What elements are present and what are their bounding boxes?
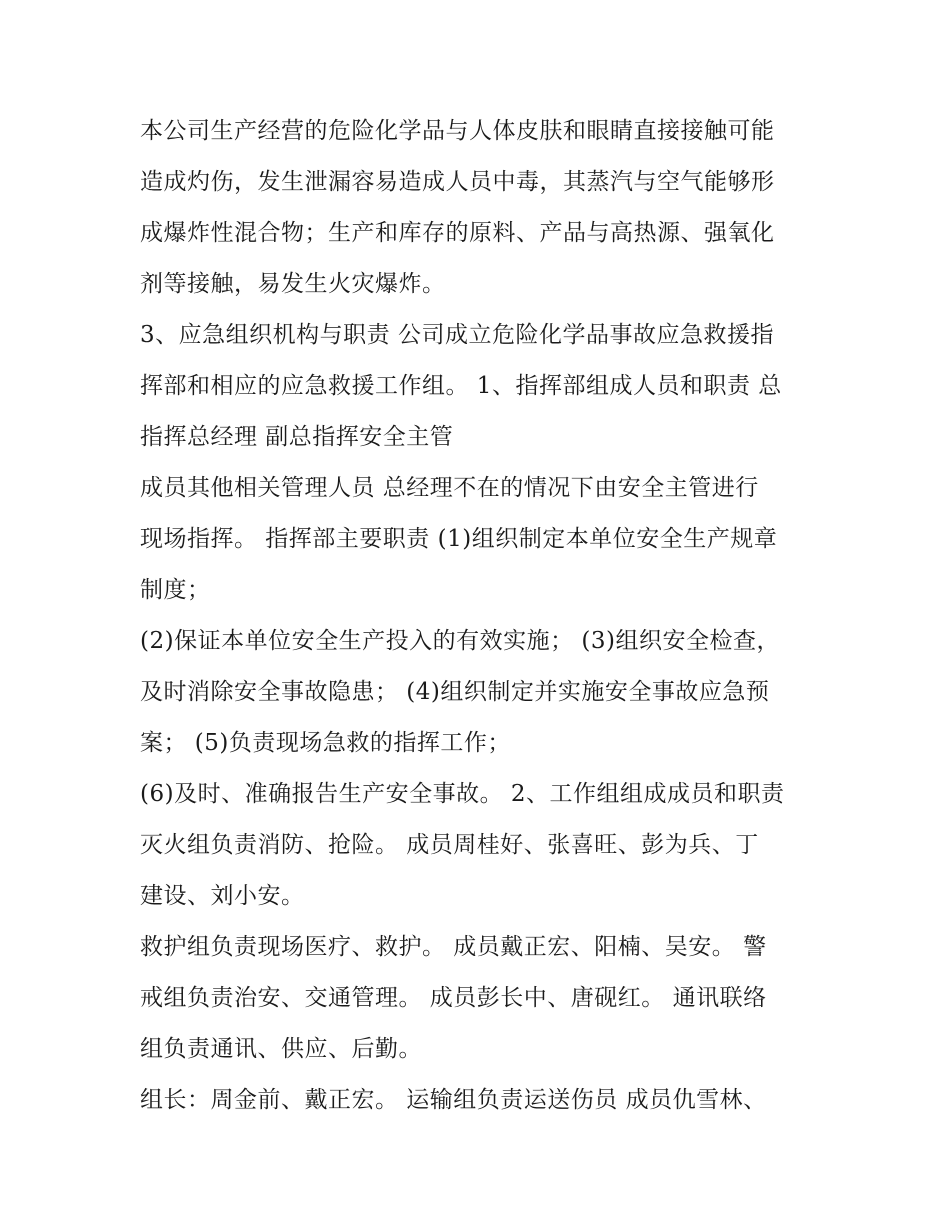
paragraph-hazard-description (140, 106, 820, 310)
text-line: 剂等接触，易发生火灾爆炸。 (140, 271, 446, 297)
text-line: 灭火组负责消防、抢险。 成员周桂好、张喜旺、彭为兵、丁 (140, 832, 759, 858)
text-line: 造成灼伤，发生泄漏容易造成人员中毒，其蒸汽与空气能够形 (140, 169, 775, 195)
text-line: 本公司生产经营的危险化学品与人体皮肤和眼睛直接接触可能 (140, 118, 775, 144)
paragraph-duties-list (140, 616, 820, 769)
document-body (140, 106, 820, 1126)
text-line: 挥部和相应的应急救援工作组。 1、指挥部组成人员和职责 总 (140, 373, 782, 399)
text-line: 建设、刘小安。 (140, 883, 305, 909)
text-line: 3、应急组织机构与职责 公司成立危险化学品事故应急救援指 (140, 322, 774, 348)
paragraph-work-groups (140, 769, 820, 922)
text-line: 救护组负责现场医疗、救护。 成员戴正宏、阳楠、吴安。 警 (140, 934, 767, 960)
paragraph-emergency-organization (140, 310, 820, 463)
text-line: 戒组负责治安、交通管理。 成员彭长中、唐砚红。 通讯联络 (140, 985, 767, 1011)
text-line: 成员其他相关管理人员 总经理不在的情况下由安全主管进行 (140, 475, 759, 501)
text-line: 案； (5)负责现场急救的指挥工作； (140, 730, 511, 756)
paragraph-command-duties (140, 463, 820, 616)
paragraph-rescue-groups (140, 922, 820, 1075)
text-line: (6)及时、准确报告生产安全事故。 2、工作组组成成员和职责 (140, 781, 785, 807)
text-line: 成爆炸性混合物；生产和库存的原料、产品与高热源、强氧化 (140, 220, 775, 246)
text-line: 现场指挥。 指挥部主要职责 (1)组织制定本单位安全生产规章 (140, 526, 778, 552)
text-line: 组负责通讯、供应、后勤。 (140, 1036, 422, 1062)
text-line: 组长：周金前、戴正宏。 运输组负责运送伤员 成员仇雪林、 (140, 1087, 767, 1113)
text-line: 指挥总经理 副总指挥安全主管 (140, 424, 454, 450)
paragraph-transport-group (140, 1075, 820, 1126)
text-line: 制度； (140, 577, 211, 603)
text-line: 及时消除安全事故隐患； (4)组织制定并实施安全事故应急预 (140, 679, 770, 705)
text-line: (2)保证本单位安全生产投入的有效实施； (3)组织安全检查， (140, 628, 780, 654)
